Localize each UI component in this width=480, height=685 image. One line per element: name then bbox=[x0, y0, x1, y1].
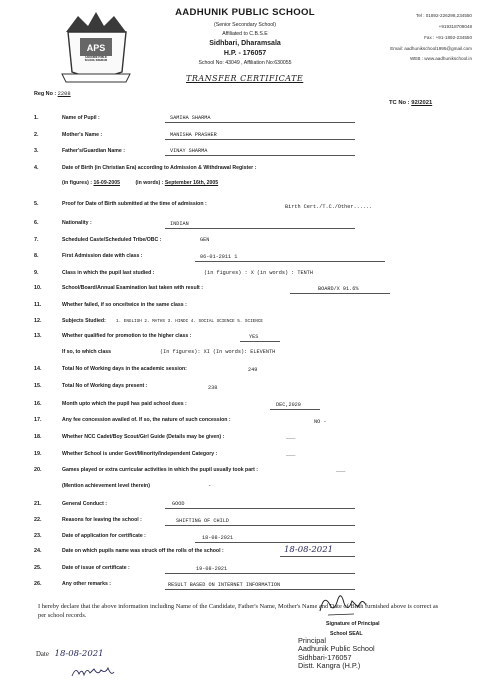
item-25-label: Date of issue of certificate : bbox=[62, 565, 130, 571]
item-17-value: NO - bbox=[314, 419, 327, 425]
item-25-number: 25. bbox=[34, 565, 42, 571]
item-2-value: MANISHA PRASHER bbox=[170, 132, 217, 138]
item-12-label: Subjects Studied: bbox=[62, 318, 106, 324]
item-19-label: Whether School is under Govt/Minority/Independent Category : bbox=[62, 451, 218, 457]
item-26-value: RESULT BASED ON INTERNET INFORMATION bbox=[168, 582, 281, 588]
tc-no-label: TC No : bbox=[389, 100, 410, 106]
item-7-value: GEN bbox=[200, 237, 210, 243]
seal-label: School SEAL bbox=[330, 631, 363, 637]
item-24-number: 24. bbox=[34, 548, 42, 554]
item-15-number: 15. bbox=[34, 383, 42, 389]
item-26-number: 26. bbox=[34, 581, 42, 587]
item-3-value: VINAY SHARMA bbox=[170, 148, 208, 154]
achievement-label: (Mention achievement level therein) bbox=[62, 483, 150, 489]
item-1-number: 1. bbox=[34, 115, 39, 121]
item-5-number: 5. bbox=[34, 201, 39, 207]
dob-fig-label: (in figures) : bbox=[62, 180, 92, 186]
item-16-number: 16. bbox=[34, 401, 42, 407]
item-18-value: ___ bbox=[286, 434, 296, 440]
item-15-label: Total No of Working days present : bbox=[62, 383, 148, 389]
item-8-value: 06-01-2011 1 bbox=[200, 254, 238, 260]
item-12-value: 1. ENGLISH 2. MATHS 3. HINDI 4. SOCIAL SCIENCE 5. SCIENCE bbox=[116, 319, 263, 324]
qualified-class-label: If so, to which class bbox=[62, 349, 112, 355]
school-crest-icon bbox=[58, 8, 134, 86]
item-24-value: 18-08-2021 bbox=[284, 545, 334, 555]
item-7-number: 7. bbox=[34, 237, 39, 243]
stamp-line-1: Principal bbox=[298, 636, 326, 645]
dob-line bbox=[62, 180, 218, 186]
item-4-number: 4. bbox=[34, 165, 39, 171]
item-10-label: School/Board/Annual Examination last taken with result : bbox=[62, 285, 203, 291]
tc-no-value: 92/2021 bbox=[411, 100, 433, 106]
item-5-label: Proof for Date of Birth submitted at the time of admission : bbox=[62, 201, 207, 207]
item-25-value: 19-08-2021 bbox=[196, 566, 228, 572]
item-23-label: Date of application for certificate : bbox=[62, 533, 146, 539]
item-22-label: Reasons for leaving the school : bbox=[62, 517, 142, 523]
item-9-number: 9. bbox=[34, 270, 39, 276]
school-pin: H.P. - 176057 bbox=[223, 50, 267, 57]
contact-web: WEB : www.aadhunikschool.in bbox=[409, 56, 472, 61]
contact-fax: Fax : +91-1892-234550 bbox=[424, 35, 472, 40]
reg-no-value: 2208 bbox=[57, 91, 71, 97]
contact-tel: Tel : 01892-226298,234550 bbox=[416, 13, 472, 18]
principal-signature bbox=[310, 587, 370, 624]
item-23-number: 23. bbox=[34, 533, 42, 539]
item-15-value: 238 bbox=[208, 385, 218, 391]
item-13-value: YES bbox=[249, 334, 259, 340]
item-12-number: 12. bbox=[34, 318, 42, 324]
item-8-number: 8. bbox=[34, 253, 39, 259]
item-1-label: Name of Pupil : bbox=[62, 115, 100, 121]
item-13-label: Whether qualified for promotion to the higher class : bbox=[62, 333, 192, 339]
item-16-label: Month upto which the pupil has paid school dues : bbox=[62, 401, 187, 407]
item-14-value: 249 bbox=[248, 367, 258, 373]
footer-date bbox=[36, 649, 104, 659]
item-23-value: 18-08-2021 bbox=[202, 535, 234, 541]
item-6-number: 6. bbox=[34, 220, 39, 226]
school-affiliation: Affiliated to C.B.S.E bbox=[222, 31, 268, 37]
item-16-value: DEC,2020 bbox=[276, 402, 301, 408]
item-11-label: Whether failed, if so once/twice in the same class : bbox=[62, 302, 187, 308]
item-11-number: 11. bbox=[34, 302, 42, 308]
principal-signature-icon bbox=[310, 587, 370, 619]
handwritten-mark bbox=[70, 664, 116, 685]
item-4-label: Date of Birth (in Christian Era) according to Admission & Withdrawal Register : bbox=[62, 165, 257, 171]
declaration-text: I hereby declare that the above information including Name of the Candidate, Father's Name, Mother's Name and Date of Birth furnished above is correct as per school records. bbox=[38, 603, 439, 619]
item-21-number: 21. bbox=[34, 501, 42, 507]
item-7-label: Scheduled Caste/Scheduled Tribe/OBC : bbox=[62, 237, 162, 243]
item-3-number: 3. bbox=[34, 148, 39, 154]
tc-no bbox=[389, 100, 432, 106]
item-10-value: BOARD/X 91.6% bbox=[318, 286, 359, 292]
item-3-label: Father's/Guardian Name : bbox=[62, 148, 125, 154]
item-19-number: 19. bbox=[34, 451, 42, 457]
item-10-number: 10. bbox=[34, 285, 42, 291]
item-5-value: Birth Cert./T.C./Other...... bbox=[285, 204, 373, 210]
item-9-label: Class in which the pupil last studied : bbox=[62, 270, 155, 276]
item-20-value: ___ bbox=[336, 467, 346, 473]
school-name: AADHUNIK PUBLIC SCHOOL bbox=[175, 7, 315, 18]
item-18-number: 18. bbox=[34, 434, 42, 440]
item-9-value: (in figures) : X (in words) : TENTH bbox=[204, 270, 313, 276]
item-6-label: Nationality : bbox=[62, 220, 92, 226]
item-1-value: SAMIHA SHARMA bbox=[170, 115, 211, 121]
reg-no-label: Reg No : bbox=[34, 91, 57, 97]
school-logo bbox=[58, 8, 134, 86]
item-17-number: 17. bbox=[34, 417, 42, 423]
item-6-value: INDIAN bbox=[170, 221, 189, 227]
dob-fig-value: 16-09-2005 bbox=[93, 180, 120, 186]
item-20-label: Games played or extra curricular activities in which the pupil usually took part : bbox=[62, 467, 259, 473]
dob-words-value: September 16th, 2005 bbox=[164, 180, 219, 186]
school-type: (Senior Secondary School) bbox=[214, 22, 276, 28]
footer-date-value: 18-08-2021 bbox=[54, 649, 104, 659]
principal-stamp bbox=[298, 637, 375, 671]
scribble-signature-icon bbox=[70, 664, 116, 680]
stamp-line-4: Distt. Kangra (H.P.) bbox=[298, 661, 361, 671]
item-14-number: 14. bbox=[34, 366, 42, 372]
item-13-number: 13. bbox=[34, 333, 42, 339]
contact-mobile: +919318709048 bbox=[438, 24, 472, 29]
item-2-label: Mother's Name : bbox=[62, 132, 103, 138]
logo-text: AADHUNIK PUBLIC SCHOOL SIDHBARI bbox=[84, 56, 108, 62]
item-19-value: ___ bbox=[286, 451, 296, 457]
stamp-line-2: Aadhunik Public School bbox=[298, 644, 375, 654]
item-21-label: General Conduct : bbox=[62, 501, 107, 507]
qualified-class-value: (In figures): XI (In words): ELEVENTH bbox=[160, 349, 276, 355]
item-2-number: 2. bbox=[34, 132, 39, 138]
item-22-number: 22. bbox=[34, 517, 42, 523]
school-numbers: School No: 43049 , Affiliation No:630055 bbox=[198, 60, 292, 66]
footer-date-label: Date bbox=[36, 651, 49, 658]
signature-label: Signature of Principal bbox=[326, 621, 380, 627]
item-8-label: First Admission date with class : bbox=[62, 253, 143, 259]
svg-text:APS: APS bbox=[86, 43, 106, 53]
item-22-value: SHIFTING OF CHILD bbox=[176, 518, 229, 524]
stamp-line-3: Sidhbari-176057 bbox=[298, 652, 352, 662]
item-18-label: Whether NCC Cadet/Boy Scout/Girl Guide (Details may be given) : bbox=[62, 434, 225, 440]
item-24-label: Date on which pupils name was struck off the rolls of the school : bbox=[62, 548, 224, 554]
reg-no bbox=[34, 91, 71, 97]
contact-email: Email: aadhunikschool1995@gmail.com bbox=[390, 46, 472, 51]
dob-words-label: (in words) : bbox=[135, 180, 164, 186]
item-21-value: GOOD bbox=[172, 501, 185, 507]
certificate-title: TRANSFER CERTIFICATE bbox=[186, 74, 304, 83]
achievement-value: - bbox=[208, 483, 212, 489]
item-14-label: Total No of Working days in the academic session: bbox=[62, 366, 187, 372]
item-20-number: 20. bbox=[34, 467, 42, 473]
school-address: Sidhbari, Dharamsala bbox=[209, 40, 281, 47]
item-17-label: Any fee concession availed of. If so, the nature of such concession : bbox=[62, 417, 231, 423]
item-26-label: Any other remarks : bbox=[62, 581, 112, 587]
